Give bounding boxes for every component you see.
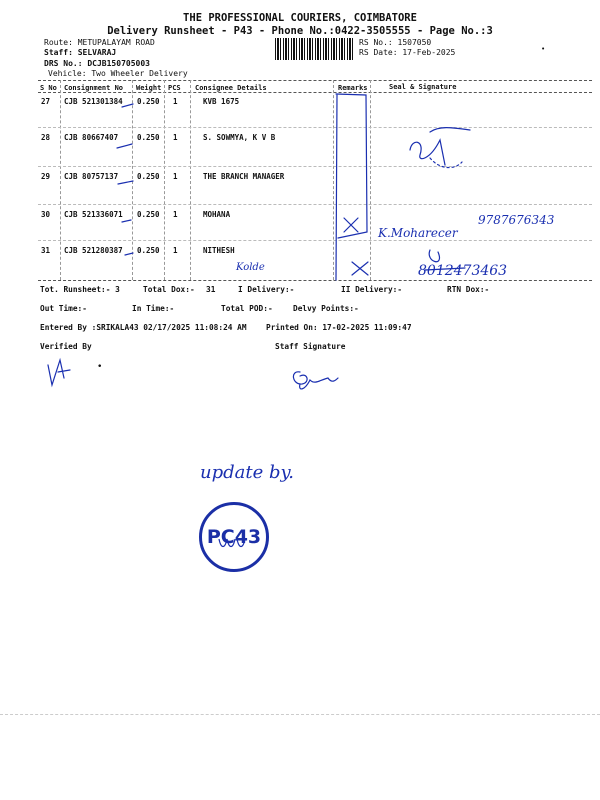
- vehicle-label: Vehicle: Two Wheeler Delivery: [48, 69, 188, 78]
- stamp-text: PC43: [206, 526, 262, 548]
- tick-mark: [122, 104, 133, 107]
- staff-label: Staff: SELVARAJ: [44, 48, 117, 57]
- rtn-dox: RTN Dox:-: [447, 285, 490, 294]
- row-pcs: 1: [173, 172, 178, 181]
- staff-signature-label: Staff Signature: [275, 342, 346, 351]
- handwritten-phone-2: 8012473463: [418, 263, 508, 279]
- row-weight: 0.250: [137, 172, 160, 181]
- row-sno: 29: [41, 172, 51, 181]
- row-consignment: CJB 521280387: [64, 246, 123, 255]
- delvy-points: Delvy Points:-: [293, 304, 359, 313]
- row-pcs: 1: [173, 97, 178, 106]
- row-sno: 31: [41, 246, 51, 255]
- row-sno: 27: [41, 97, 51, 106]
- row-consignment: CJB 80667407: [64, 133, 119, 142]
- total-dox-label: Total Dox:-: [143, 285, 195, 294]
- row-consignment: CJB 80757137: [64, 172, 119, 181]
- stamp-initials: [215, 535, 255, 555]
- printed-on: Printed On: 17-02-2025 11:09:47: [266, 323, 412, 332]
- row-consignee: S. SOWMYA, K V B: [203, 133, 276, 142]
- cross-mark: [344, 218, 358, 232]
- handwritten-row-note: Kolde: [236, 262, 265, 273]
- row-sno: 28: [41, 133, 51, 142]
- verified-by-label: Verified By: [40, 342, 92, 351]
- tick-mark: [117, 144, 132, 148]
- dot-mark: •: [541, 45, 546, 53]
- row-consignment: CJB 521336071: [64, 210, 123, 219]
- row-sno: 30: [41, 210, 51, 219]
- row-weight: 0.250: [137, 97, 160, 106]
- i-delivery: I Delivery:-: [238, 285, 295, 294]
- total-pod: Total POD:-: [221, 304, 273, 313]
- row-weight: 0.250: [137, 246, 160, 255]
- out-time: Out Time:-: [40, 304, 87, 313]
- tot-runsheet: Tot. Runsheet:- 3: [40, 285, 120, 294]
- col-consignee: Consignee Details: [195, 84, 267, 92]
- col-weight: Weight: [136, 84, 162, 92]
- col-sno: S No: [40, 84, 57, 92]
- handwritten-update-note: update by.: [200, 462, 294, 483]
- dot-mark: •: [97, 362, 103, 372]
- signature-row-28: [410, 128, 470, 165]
- total-dox-value: 31: [206, 285, 216, 294]
- row-consignee: THE BRANCH MANAGER: [203, 172, 285, 181]
- in-time: In Time:-: [132, 304, 175, 313]
- row-weight: 0.250: [137, 133, 160, 142]
- remarks-bracket: [336, 94, 367, 280]
- cross-mark: [352, 262, 368, 275]
- row-pcs: 1: [173, 210, 178, 219]
- row-pcs: 1: [173, 133, 178, 142]
- row-consignment: CJB 521301384: [64, 97, 123, 106]
- col-pcs: PCS: [168, 84, 181, 92]
- col-consignment: Consignment No: [64, 84, 124, 92]
- row-consignee: KVB 1675: [203, 97, 240, 106]
- entered-by: Entered By :SRIKALA43 02/17/2025 11:08:24 AM: [40, 323, 247, 332]
- row-consignee: NITHESH: [203, 246, 235, 255]
- col-seal-signature: Seal & Signature: [389, 83, 457, 91]
- col-remarks: Remarks: [338, 84, 368, 92]
- handwritten-name: K.Moharecer: [378, 226, 458, 240]
- tick-mark: [118, 181, 133, 184]
- stamp-smudge: [430, 158, 462, 168]
- route-label: Route: METUPALAYAM ROAD: [44, 38, 155, 47]
- ii-delivery: II Delivery:-: [341, 285, 403, 294]
- handwritten-phone-1: 9787676343: [478, 213, 555, 227]
- company-title: THE PROFESSIONAL COURIERS, COIMBATORE: [183, 12, 417, 24]
- verified-signature: [48, 360, 70, 385]
- row-weight: 0.250: [137, 210, 160, 219]
- rs-date: RS Date: 17-Feb-2025: [359, 48, 456, 57]
- staff-signature-ink: [293, 372, 338, 389]
- rs-number: RS No.: 1507050: [359, 38, 432, 47]
- runsheet-subtitle: Delivery Runsheet - P43 - Phone No.:0422-3505555 - Page No.:3: [107, 25, 493, 37]
- page-footer-rule: [0, 714, 600, 715]
- row-pcs: 1: [173, 246, 178, 255]
- tick-mark: [122, 220, 131, 222]
- drs-label: DRS No.: DCJB150705003: [44, 59, 150, 68]
- row-consignee: MOHANA: [203, 210, 231, 219]
- tick-mark: [125, 253, 133, 255]
